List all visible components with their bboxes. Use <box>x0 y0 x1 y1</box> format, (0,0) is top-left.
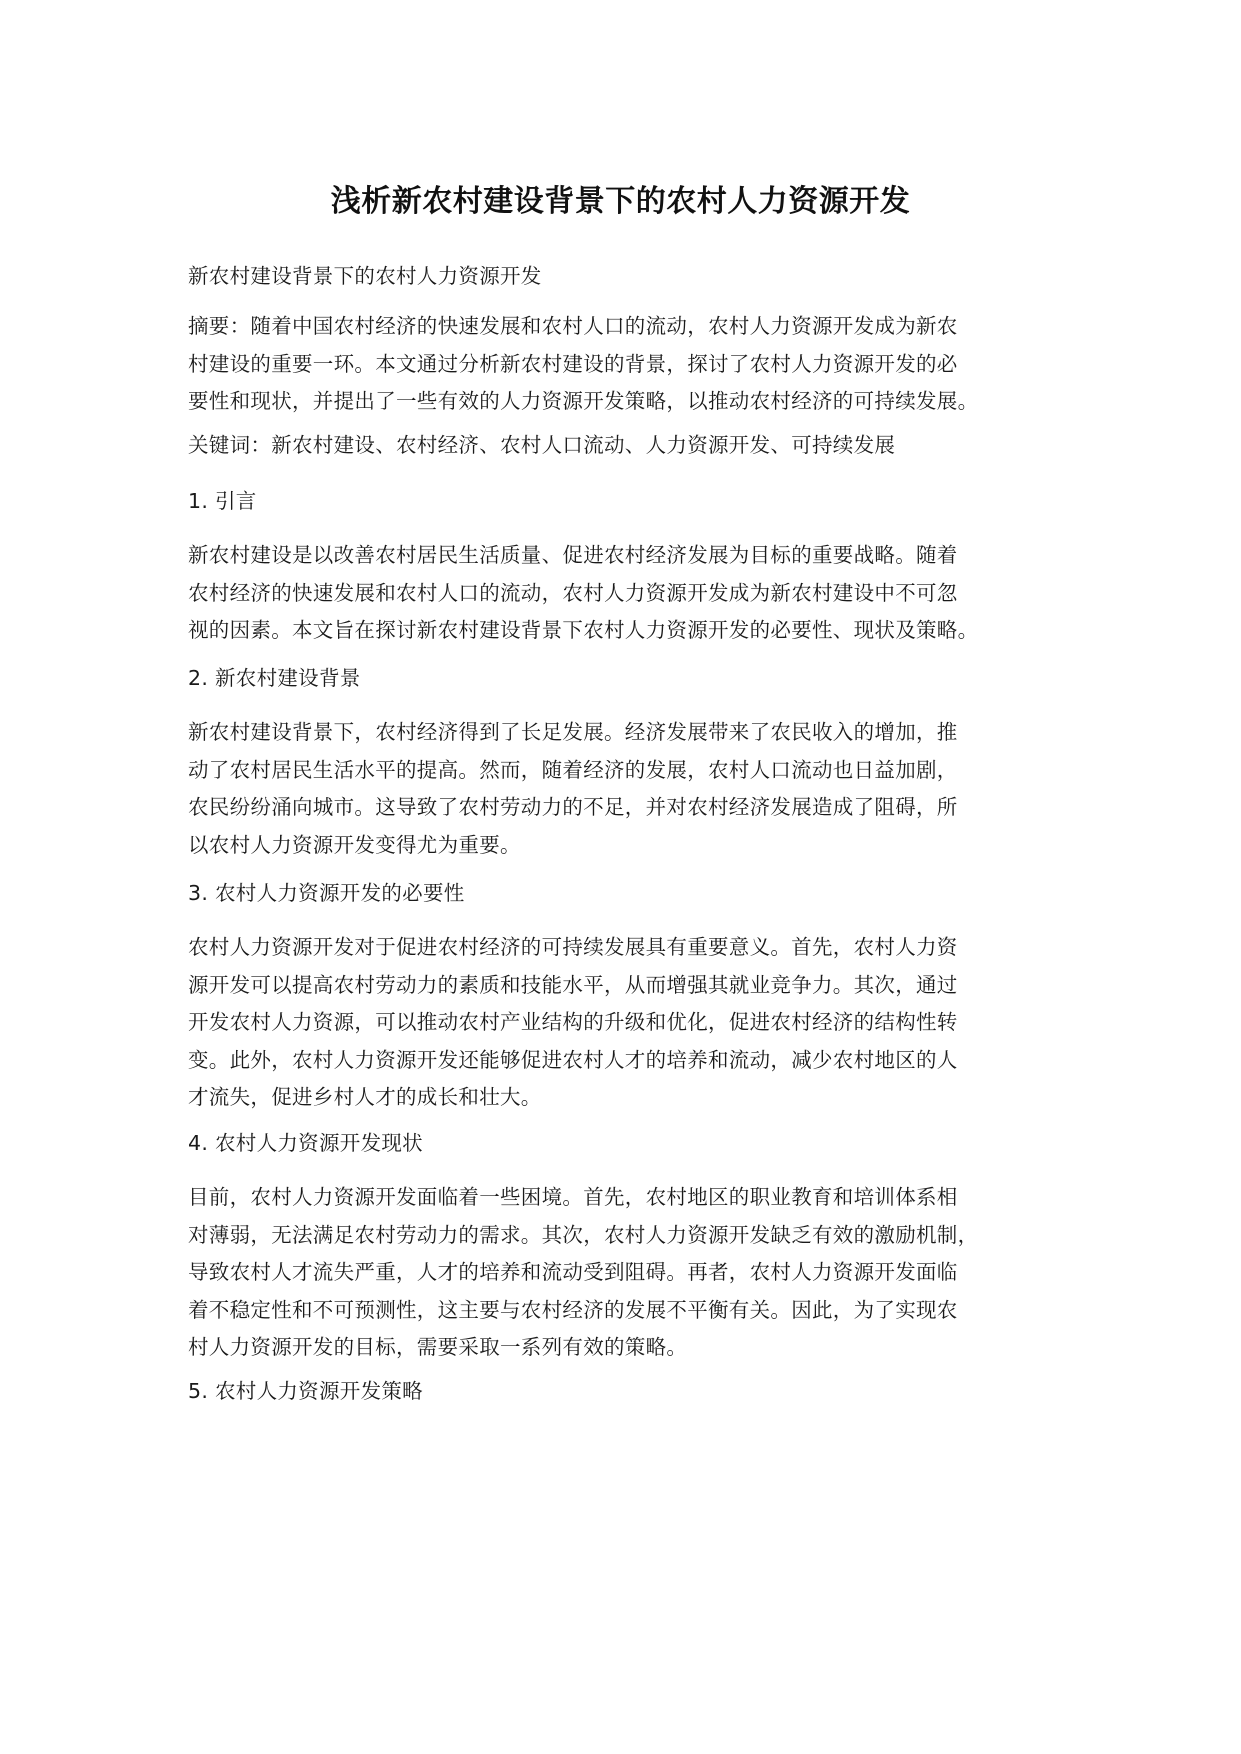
section-body-background <box>188 714 1068 864</box>
body-line: 视的因素。本文旨在探讨新农村建设背景下农村人力资源开发的必要性、现状及策略。 <box>188 618 979 642</box>
body-line: 导致农村人才流失严重，人才的培养和流动受到阻碍。再者，农村人力资源开发面临 <box>188 1260 958 1284</box>
body-line: 对薄弱，无法满足农村劳动力的需求。其次，农村人力资源开发缺乏有效的激励机制， <box>188 1222 979 1247</box>
section-heading-status: 4. 农村人力资源开发现状 <box>188 1131 423 1155</box>
body-line: 变。此外，农村人力资源开发还能够促进农村人才的培养和流动，减少农村地区的人 <box>188 1047 958 1072</box>
body-line: 农民纷纷涌向城市。这导致了农村劳动力的不足，并对农村经济发展造成了阻碍，所 <box>188 795 958 819</box>
document-subtitle: 新农村建设背景下的农村人力资源开发 <box>188 264 542 288</box>
section-body-necessity <box>188 929 1068 1117</box>
section-heading-introduction: 1. 引言 <box>188 489 257 513</box>
section-heading-strategy: 5. 农村人力资源开发策略 <box>188 1379 423 1403</box>
body-line: 新农村建设背景下，农村经济得到了长足发展。经济发展带来了农民收入的增加，推 <box>188 720 958 744</box>
abstract-line: 村建设的重要一环。本文通过分析新农村建设的背景，探讨了农村人力资源开发的必 <box>188 351 958 376</box>
section-heading-background: 2. 新农村建设背景 <box>188 666 361 690</box>
abstract-line: 摘要：随着中国农村经济的快速发展和农村人口的流动，农村人力资源开发成为新农 <box>188 314 958 338</box>
keywords-line: 关键词：新农村建设、农村经济、农村人口流动、人力资源开发、可持续发展 <box>188 433 896 457</box>
document-title: 浅析新农村建设背景下的农村人力资源开发 <box>330 184 911 219</box>
section-body-introduction <box>188 537 1068 650</box>
body-line: 以农村人力资源开发变得尤为重要。 <box>188 832 521 857</box>
section-heading-necessity: 3. 农村人力资源开发的必要性 <box>188 881 465 905</box>
body-line: 动了农村居民生活水平的提高。然而，随着经济的发展，农村人口流动也日益加剧， <box>188 757 958 782</box>
body-line: 才流失，促进乡村人才的成长和壮大。 <box>188 1085 542 1109</box>
body-line: 村人力资源开发的目标，需要采取一系列有效的策略。 <box>188 1335 688 1359</box>
body-line: 着不稳定性和不可预测性，这主要与农村经济的发展不平衡有关。因此，为了实现农 <box>188 1297 958 1322</box>
section-body-status <box>188 1179 1068 1367</box>
body-line: 开发农村人力资源，可以推动农村产业结构的升级和优化，促进农村经济的结构性转 <box>188 1010 958 1034</box>
body-line: 源开发可以提高农村劳动力的素质和技能水平，从而增强其就业竞争力。其次，通过 <box>188 972 958 997</box>
body-line: 目前，农村人力资源开发面临着一些困境。首先，农村地区的职业教育和培训体系相 <box>188 1185 958 1209</box>
body-line: 农村经济的快速发展和农村人口的流动，农村人力资源开发成为新农村建设中不可忽 <box>188 580 958 605</box>
body-line: 农村人力资源开发对于促进农村经济的可持续发展具有重要意义。首先，农村人力资 <box>188 935 958 959</box>
body-line: 新农村建设是以改善农村居民生活质量、促进农村经济发展为目标的重要战略。随着 <box>188 543 958 567</box>
abstract-paragraph <box>188 308 1068 421</box>
abstract-line: 要性和现状，并提出了一些有效的人力资源开发策略，以推动农村经济的可持续发展。 <box>188 389 979 413</box>
